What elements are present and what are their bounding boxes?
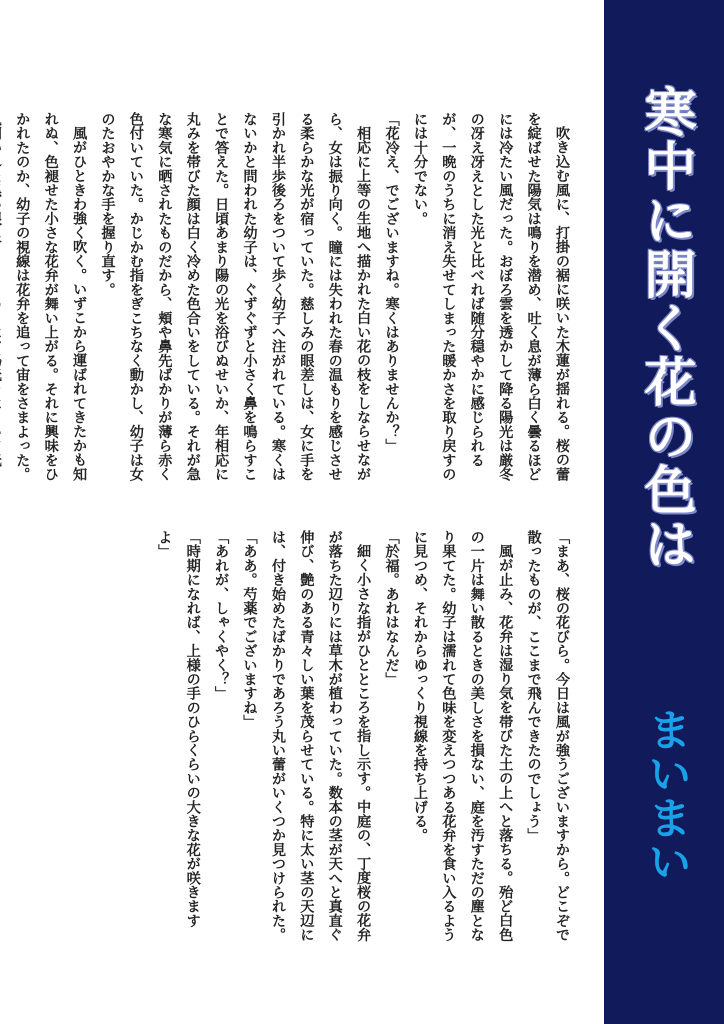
paragraph: 吹き込む風に、打掛の裾に咲いた木蓮が揺れる。桜の蕾を綻ばせた陽気は鳴りを潜め、吐く息が薄ら白く曇るほどには冷たい風だった。おぼろ雲を透かして降る陽光は厳冬の冴え冴えとした光と比べれば随分穏やかに感じられるが、一晩のうちに消え失せてしまった暖かさを取り戻すのには十分でない。: [411, 112, 570, 482]
dialogue-line: 「ああ。芍薬でございますね」: [241, 530, 258, 729]
paragraph: 相応に上等の生地へ描かれた白い花の枝をしならせながら、女は振り向く。瞳には失われた春の温もりを感じさせる柔らかな光が宿っていた。慈しみの眼差しは、女に手を引かれ半歩後ろをついて歩く幼子へ注がれている。寒くはないかと問われた幼子は、ぐずぐずと小さく鼻を鳴らすことで答えた。日頃あまり陽の光を浴びぬせいか、年相応に丸みを帯びた顔は白く冷めた色合いをしている。それが急な寒気に晒されたものだから、頬や鼻先ばかりが薄ら赤く色付いていた。かじかむ指をぎこちなく動かし、幼子は女のたおやかな手を握り直す。: [99, 112, 372, 482]
dialogue-line: 「花冷え、でございますね。寒くはありませんか？」: [383, 112, 400, 453]
author-name: まいまい: [640, 707, 691, 883]
dialogue-line: 「あれが、しゃくやく？」: [213, 530, 230, 701]
paragraph: 風がひときわ強く吹く。いずこから運ばれてきたかも知れぬ、色褪せた小さな花弁が舞い上がる。それに興味をひかれたのか、幼子の視線は花弁を追って宙をさまよった。: [14, 112, 88, 482]
dialogue-line: 「於福。あれはなんだ」: [383, 530, 400, 687]
dialogue-line: 「時期になれば、上様の手のひらくらいの大きな花が咲きますよ」: [156, 530, 201, 928]
story-title: 寒中に開く花の色は: [635, 85, 696, 571]
dialogue-line: 「まあ、桜の花びら。今日は風が強うございますから。どこぞで散ったものが、ここまで飛んできたのでしょう」: [525, 530, 570, 942]
paragraph: 細く小さな指がひとところを指し示す。中庭の、丁度桜の花弁が落ちた辺りには草木が植わっていた。数本の茎が天へと真直ぐ伸び、艶のある青々しい葉を茂らせている。特に太い茎の天辺には、付き始めたばかりであろう丸い蕾がいくつか見つけられた。: [269, 530, 372, 942]
paragraph: 風が止み、花弁は湿り気を帯びた土の上へと落ちる。殆ど白色の一片は舞い散るときの美しさを損ない、庭を汚すただの塵となり果てた。幼子は濡れて色味を変えつつある花弁を食い入るように見つめ、それからゆっくり視線を持ち上げる。: [411, 530, 514, 942]
story-lower-tier: [36, 530, 576, 948]
story-upper-tier: [14, 112, 576, 492]
